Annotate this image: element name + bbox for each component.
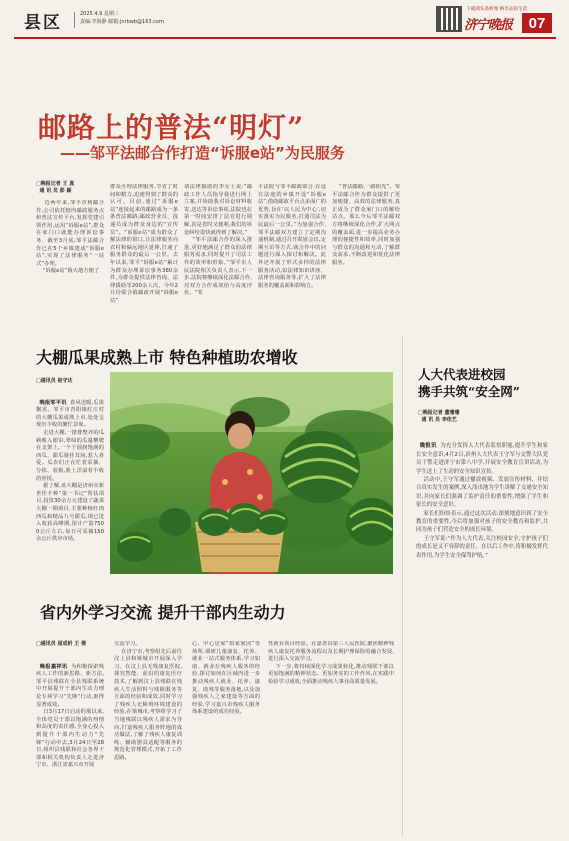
article-1-column-5: “普法邮路,一路阳光”。邹平法邮合作为群众提供了更加便捷、高效的法律服务,真正成为了群众家门口的解纷站点。那么今后邹平法邮双方将继续深化合作,扩大网点的覆盖面,进一步提高业务办理的便捷性和效率,同时加强与群众的沟通和互动,了解群众需求,不断改进和优化法律服务。 [332, 184, 400, 266]
article-1-headline: 邮路上的普法“明灯” [38, 111, 305, 144]
article-4-byline: □通讯员 屈成析 王 倩 [36, 641, 86, 647]
greenhouse-melon-photo [110, 372, 393, 574]
masthead-rule [14, 37, 556, 39]
article-4-column-3: 心、中心居家“如家家园”等场所,调研儿童康复、托养、就业一站式服务体系,学习如康、就业在残疾人服务的经验,探讨如何在区域内进一步推动残疾人就业、托养、康复、助残等服务落地,以及加强残疾人之家建设等方面的经验,学习嘉兴市残疾人服务体系建设的成功经验。 [192, 641, 260, 716]
article-1-column-3: 请法律援助的李女士说:“邮政工作人员指导我进行网上立案,并协助我对诉讼材料收寄,送达等诉讼事项,法院也在第一时间安排了法官进行调解,真是省时又便利,我们的诉讼纠纷很快就得到了解决。” “邹平法邮合作的深入推进,更好地满足了群众的法律服务需求,同时提升了司法工作的效率和形象。”邹平市人民法院相关负责人表示,下一步,法院将继续深化法邮合作,对双方合作成效给与高度评价。“邹 [184, 184, 252, 297]
article-2-headline: 大棚瓜果成熟上市 特色种植助农增收 [36, 348, 298, 367]
article-2-photo [110, 372, 393, 574]
article-4-lead: 晚报嘉祥讯 [39, 663, 68, 670]
article-1-column-4: 平法院与邹平邮政联合,在设有法庭的乡镇开设“诉服e站”,借助邮政平台点多面广的优势,旨在‘以人民为中心’,切实落实为民服务,打通司法为民最后一公里。”为加强合作,邹平法邮双方建立了定期沟通机制,通过召开联席会议,定期互访等方式,就合作中的问题进行深入探讨和解决。此外还开展了形式多样的法律服务活动,如法律知识讲座、法律咨询服务等,扩大了法律服务的覆盖面和影响力。 [258, 184, 326, 289]
page-number: 07 [528, 15, 546, 32]
masthead [0, 0, 569, 52]
article-3-headline: 人大代表进校园 携手共筑“安全网” [418, 367, 520, 399]
sidebar-divider [402, 336, 403, 836]
article-4-headline: 省内外学习交流 提升干部内生动力 [40, 603, 286, 622]
masthead-date: 2025.4.9 星期三 [80, 11, 119, 17]
article-3-lead: 晚报讯 [419, 443, 437, 450]
article-3-text: 为充分发挥人大代表监督职能,提升学生和家长安全意识,4月2日,滨州人大代表王守军与交警大队党员干警走进济宁市第八中学,开展安全教育宣讲活动,为学生送上了生动的安全知识宣传。 活动中,王守军通过播放视频、发放宣传材料、并结合真实发生的案例,深入浅出地为学生讲解了交通安全知识,并向家长们强调了监护责任的重要性,增强了学生和家长的安全意识。 家长们纷纷表示,通过这次活动,深刻地意识到了安全教育的重要性,今后将加强对孩子的安全教育和监护,共同为孩子们营造安全的成长环境。 王守军说:“作为人大代表,关注校园安全,守护孩子们的成长是义不容辞的责任。在以后工作中,将积极发挥代表作用,为学生安全保驾护航。” [416, 443, 548, 559]
article-2-body [36, 392, 104, 586]
article-4-column-4: 性就业项目经验。在嘉善县第三人民医院,聚焦精神残疾人康复托养服务流程以及长期护理保险的融合发展,进行深入交流学习。 下一步,将持续深化学习成果转化,推动残联干部以更加饱满的精神状态、更加务实的工作作风,在实践中检验学习成效,全面推动残疾人事业高质量发展。 [268, 641, 394, 685]
article-3-byline: □晚报记者 董珊珊 通 讯 员 李佳艺 [418, 410, 460, 423]
article-3-body [416, 434, 548, 826]
masthead-divider [74, 12, 75, 28]
masthead-tagline: 下载湖头条新闻 畅享品质生活 [466, 7, 528, 12]
masthead-section-label: 县区 [24, 13, 62, 33]
paper-name: 济宁晚报 [464, 18, 513, 33]
article-4-col1-text: 为积极探索残疾人工作的新思路、新方法,邹平县残联在全县残联系统中开展提升干部内生动力理论专项学习“先锋”行动,取得显著成效。 日3月17日启动的那以来,全体党员干部以饱满的热情和高度的责任感,全身心投入到提升干部内生动力“先锋”行动中去,3月24日至28日,组织县残联和社会各界干部和相关机构负责人走进济宁市、浙江省嘉兴市开展 [36, 663, 104, 769]
article-2-text: 春风送暖,瓜果飘香。邹平市青阳镇红庄村的大棚瓜果成熟上市,处处呈现出丰收的繁忙景象。 走进大棚,一排排整齐的瓜秧映入眼帘,翠绿的瓜蔓攀爬在支架上,一个个圆润饱满的西瓜、甜瓜悬挂其间,惹人喜爱。瓜农们正在忙着采摘、分拣、装箱,脸上洋溢着丰收的喜悦。 据了解,该大棚是济州市新世佳丰种“第一书记”帮扶项目,投资30余万元建设了蔬菜大棚一期项目,主要种植红肉西瓜和精品九号甜瓜,现已进入收获高峰期,预计产量7500公斤左右,每日可采摘150余公斤供应市场。 [36, 399, 104, 543]
article-1-subhead: ——邹平法邮合作打造“诉服e站”为民服务 [60, 144, 345, 162]
article-4-column-2: 交流学习。 在济宁市,考察组先后前往汶上县和梁城市开展深入学习。在汶上县无残康复医院,探究智能、前沿的康复医疗技术,了解到汶上县残联在残疾人生活照料与残障服务等方面的经验和成效,同时学习了残疾人无障碍环境建设的经验,在梁城市,考察组学习了当地残联以残疾人需求为导向,打造残疾人服务阵地的成功做法,了解了残疾人康复训练、辅助器具适配等服务的规范化管理模式,开拓了工作思路。 [114, 641, 182, 761]
article-1-byline: □晚报记者 王 真 通 讯 员 彭 颖 [36, 181, 75, 194]
article-4-column-1 [36, 656, 104, 828]
article-1-column-1: 近两年来,邹平市利邮合作,公司依托辖内邮政服务点和普法宣传平台,发挥党建引领作用,运用“诉服e站”,群众在家门口就能办理诉讼事务、截至3月底,邹平法邮合作已在5个乡镇建成“诉服e站”,实现了法律服务“一站式”办理。 “诉服e站”极大地方便了 [36, 200, 104, 275]
qr-code-icon [436, 6, 462, 32]
article-2-byline: □通讯员 赵守达 [36, 378, 73, 384]
page-number-badge [522, 13, 552, 33]
article-1-column-6 [404, 184, 534, 318]
article-1-column-2: 群众办理法律服务,节省了时间和精力,迅速得到了群众的认可。目前,通过“诉服e站”连接起来的邮路成为一条条普法邮路,邮政营业员、投递员成为群众身边的“宣传员”。“诉服e站”成为群众了解法律的窗口,让法律服务向农村和偏远地区延伸,打通了服务群众的最后一公里。去年以来,邹平“诉服e站”累计为群众办理诉讼事务380余件,为群众提供法律咨询、法律援助等200余人次。今年2月份联合镇邮政开展“诉服e站” [110, 184, 178, 304]
masthead-paper-logo [464, 14, 520, 32]
masthead-editor: 责编:李海静 邮箱:jnrbwb@163.com [80, 19, 164, 25]
article-2-lead: 晚报邹平讯 [39, 399, 67, 406]
